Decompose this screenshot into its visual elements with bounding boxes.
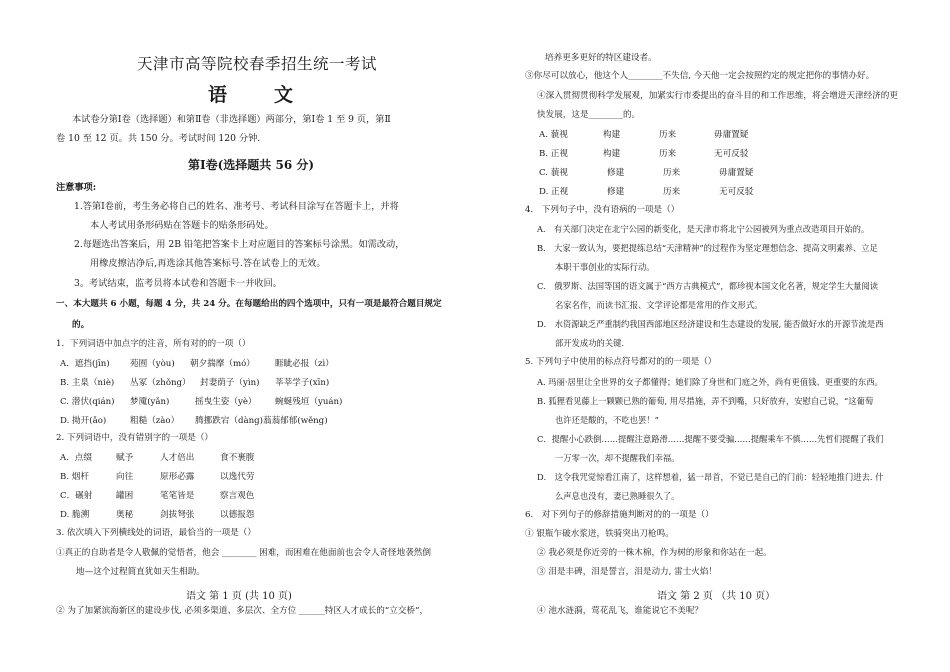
q3-sentence-1a: ①真正的自助者是令人敬佩的觉悟者，他会 ________ 困难，而困难在他面前也会令人奇怪地袭然倒 bbox=[56, 548, 431, 558]
question-4: 4． 下列句子中，没有语病的一项是（） bbox=[525, 205, 680, 215]
question-5: 5. 下列句子中使用的标点符号都对的的一项是（） bbox=[525, 357, 717, 367]
notice-2a: 2.每题选出答案后，用 2B 铅笔把答案卡上对应题目的答案标号涂黑。如需改动， bbox=[74, 239, 405, 250]
q6-sentence-1: ① 银瓶乍破水浆迸，铁骑突出刀枪鸣。 bbox=[525, 529, 674, 539]
q4-option-c-1: C． 俄罗斯、法国等国的语文属于“西方古典模式”，都珍视本国文化名著，规定学生大量阅读 bbox=[537, 281, 879, 291]
q5-option-c-2: 一万零一次，却不提醒我们幸福。 bbox=[555, 453, 680, 463]
q5-option-d-1: D． 这令我咒觉惊看江南了，这样想着，猛一昂首，不觉已是自己的门前：轻轻地推门进去. 什 bbox=[537, 472, 884, 482]
q4-option-d-1: D． 水资源缺乏严重制约我国西部地区经济建设和生态建设的发展, 能否做好水的开源节流是西 bbox=[537, 319, 884, 329]
question-2: 2. 下列词语中，没有错别字的一项是（） bbox=[56, 433, 214, 443]
q5-option-d-2: 么声息也没有，妻已熟睡很久了。 bbox=[555, 491, 680, 501]
subject-title: 语 文 bbox=[208, 84, 308, 106]
page-footer-2: 语文 第 2 页 （共 10 页） bbox=[657, 591, 776, 602]
notice-1b: 本人考试用条形码贴在答题卡的贴条形码处。 bbox=[90, 220, 274, 231]
q5-option-b-2: 也许还是酸的，不吃也罢！” bbox=[555, 415, 659, 425]
q3-sentence-1b: 地—这个过程简直犹如天生相助。 bbox=[76, 567, 205, 577]
notice-1a: 1.答第Ⅰ卷前，考生务必将自己的姓名、准考号、考试科目涂写在答题卡上，并将 bbox=[74, 201, 399, 212]
q4-option-d-2: 部开发成功的关键. bbox=[555, 338, 625, 348]
part1-heading-a: 一、本大题共 6 小题，每题 4 分，共 24 分。在每题给出的四个选项中，只有一项是最符合题目规定 bbox=[56, 299, 442, 309]
notice-3: 3。考试结束，监考员将本试卷和答题卡一并收回。 bbox=[74, 278, 282, 289]
q5-option-a: A. 玛丽·居里让全世界的女子都懂得；她们除了身世和门庭之外，尚有更值钱、更重要的东西。 bbox=[537, 377, 883, 387]
page-footer-1: 语文 第 1 页 (共 10 页) bbox=[186, 591, 292, 602]
q5-option-c-1: C．提醒小心跌倒……提醒注意路滑……提醒不要受骗……提醒乘车不慎……先哲们提醒了我们 bbox=[537, 434, 884, 444]
q3-sentence-4b: 快发展，这是________的。 bbox=[537, 110, 641, 120]
section-title: 第Ⅰ卷(选择题共 56 分) bbox=[188, 158, 315, 172]
q6-sentence-2: ② 我必须是你近旁的一株木棉，作为树的形象和你站在一起。 bbox=[537, 548, 772, 558]
question-1: 1．下列词语中加点字的注音，所有对的的一项（） bbox=[56, 339, 251, 349]
exam-title: 天津市高等院校春季招生统一考试 bbox=[137, 55, 378, 73]
left-page: 天津市高等院校春季招生统一考试 语 文 本试卷分第Ⅰ卷（选择题）和第Ⅱ卷（非选择题）两部分，第Ⅰ卷 1 至 9 页，第Ⅱ 卷 10 至 12 页。共 150 分。考试时间 120 分钟. 第Ⅰ卷(选择题共 56 分) 注意事项: 1.答第Ⅰ卷前，考生务必将自己的姓名、准考号、考试科目涂写在答题卡上，并将 本人考试用条形码贴在答题卡的贴条形码处。 2.每题选出答案后，用 2B 铅笔把答案卡上对应题目的答案标号涂黑。如需改动， 用橡皮擦洁净后,再选涂其他答案标号.答在试卷上的无效。 3。考试结束，监考员将本试卷和答题卡一并收回。 一、本大题共 6 小题，每题 4 分，共 24 分。在每题给出的四个选项中，只有一项是最符合题目规定 的。 1．下列词语中加点字的注音，所有对的的一项（） A．遮挡(jīn) 苑囿（yòu) 朝夕揣摩（mó） 睚眦必报（zì） B. 主臬（niè) 丛冢（zhǒng） 封妻荫子（yìn) 莘莘学子(xīn) C. 潜伏(qián) 梦魇(yǎn) 摇曳生姿（yè） 蜿蜒残垣（yuán) D. 拗开(ǎo) 粗糙（zào） 腾挪跌宕（dàng)蓊蓊郁郁(wěng) 2. 下列词语中，没有错别字的一项是（） A．点缀 赋予 人才倍出 食不裹腹 B. 烟杆 向往 原形必露 以逸代劳 C．碾射 罐困 笔笔皆是 察言观色 D. 脆溯 奥秘 剑拔弩张 以德报怨 3. 依次填入下列横线处的词语，最恰当的一项是（） ①真正的自助者是令人敬佩的觉悟者，他会 ________ 困难，而困难在他面前也会令人奇怪地袭然倒 地—这个过程简直犹如天生相助。 语文 第 1 页 (共 10 页) ② 为了加紧滨海新区的建设步伐, 必须多渠道、多层次、全方位 ______特区人才成长的“立交桥”， bbox=[0, 0, 475, 672]
q4-option-c-2: 名家名作，而读书汇报、文学评论都是常用的作文形式。 bbox=[555, 300, 763, 310]
q3-sentence-3: ③你尽可以放心，他这个人________不失信, 今天他一定会按照约定的规定把你的事情办好。 bbox=[525, 71, 875, 81]
notice-2b: 用橡皮擦洁净后,再选涂其他答案标号.答在试卷上的无效。 bbox=[90, 258, 326, 269]
q5-option-b-1: B. 狐狸看见藤上一颗颗已熟的葡萄, 用尽措施，弄不到嘴，只好放弃，安慰自己说，“这葡萄 bbox=[537, 396, 874, 406]
q3-sentence-2: ② 为了加紧滨海新区的建设步伐, 必须多渠道、多层次、全方位 ______特区人才成长的“立交桥”， bbox=[56, 606, 429, 616]
intro-line-2: 卷 10 至 12 页。共 150 分。考试时间 120 分钟. bbox=[56, 133, 261, 144]
q3-sentence-4a: ④深入贯彻贯彻科学发展观，加紧实行市委提出的奋斗目的和工作思维，将会增进天津经济的更 bbox=[537, 91, 898, 101]
intro-line-1: 本试卷分第Ⅰ卷（选择题）和第Ⅱ卷（非选择题）两部分，第Ⅰ卷 1 至 9 页，第Ⅱ bbox=[72, 114, 391, 125]
q4-option-b-1: B． 大家一致认为，要把提练总结“天津精神”的过程作为坚定理想信念、提高文明素养、立足 bbox=[537, 243, 878, 253]
q6-sentence-4: ④ 池水涟漪，莺花乱飞，谁能说它不美呢？ bbox=[537, 606, 704, 616]
q3-sentence-2-cont: 培养更多更好的特区建设者。 bbox=[545, 53, 657, 63]
q4-option-b-2: 本职干事创业的实际行动。 bbox=[555, 262, 655, 272]
right-page: 培养更多更好的特区建设者。 ③你尽可以放心，他这个人________不失信, 今天他一定会按照约定的规定把你的事情办好。 ④深入贯彻贯彻科学发展观，加紧实行市委提出的奋斗目的和工作思维，将会增进天津经济的更 快发展，这是________的。 A. 藐视 构建 历来 毋庸置疑 B. 正视 构建 历来 无可反驳 C. 藐视 修建 历来 毋庸置疑 D. 正视 修建 历来 无可反驳 4． 下列句子中，没有语病的一项是（） A． 有关部门决定在北宁公园的新变化，是天津市将北宁公园被列为重点改造项目开始的。 B． 大家一致认为，要把提练总结“天津精神”的过程作为坚定理想信念、提高文明素养、立足 本职干事创业的实际行动。 C． 俄罗斯、法国等国的语文属于“西方古典模式”，都珍视本国文化名著，规定学生大量阅读 名家名作，而读书汇报、文学评论都是常用的作文形式。 D． 水资源缺乏严重制约我国西部地区经济建设和生态建设的发展, 能否做好水的开源节流是西 部开发成功的关键. 5. 下列句子中使用的标点符号都对的的一项是（） A. 玛丽·居里让全世界的女子都懂得；她们除了身世和门庭之外，尚有更值钱、更重要的东西。 B. 狐狸看见藤上一颗颗已熟的葡萄, 用尽措施，弄不到嘴，只好放弃，安慰自己说，“这葡萄 也许还是酸的，不吃也罢！” C．提醒小心跌倒……提醒注意路滑……提醒不要受骗……提醒乘车不慎……先哲们提醒了我们 一万零一次，却不提醒我们幸福。 D． 这令我咒觉惊看江南了，这样想着，猛一昂首，不觉已是自己的门前：轻轻地推门进去. 什 么声息也没有，妻已熟睡很久了。 6． 对下列句子的修辞措施判断对的的一项是（） ① 银瓶乍破水浆迸，铁骑突出刀枪鸣。 ② 我必须是你近旁的一株木棉，作为树的形象和你站在一起。 ③ 泪是丰碑，泪是誓言，泪是动力, 雷士火焰！ 语文 第 2 页 （共 10 页） ④ 池水涟漪，莺花乱飞，谁能说它不美呢？ bbox=[525, 53, 898, 616]
part1-heading-b: 的。 bbox=[72, 320, 90, 330]
question-6: 6． 对下列句子的修辞措施判断对的的一项是（） bbox=[525, 510, 714, 520]
question-3: 3. 依次填入下列横线处的词语，最恰当的一项是（） bbox=[56, 528, 256, 538]
notice-heading: 注意事项: bbox=[56, 182, 97, 193]
q4-option-a: A． 有关部门决定在北宁公园的新变化，是天津市将北宁公园被列为重点改造项目开始的。 bbox=[537, 224, 870, 234]
q6-sentence-3: ③ 泪是丰碑，泪是誓言，泪是动力, 雷士火焰！ bbox=[537, 567, 718, 577]
